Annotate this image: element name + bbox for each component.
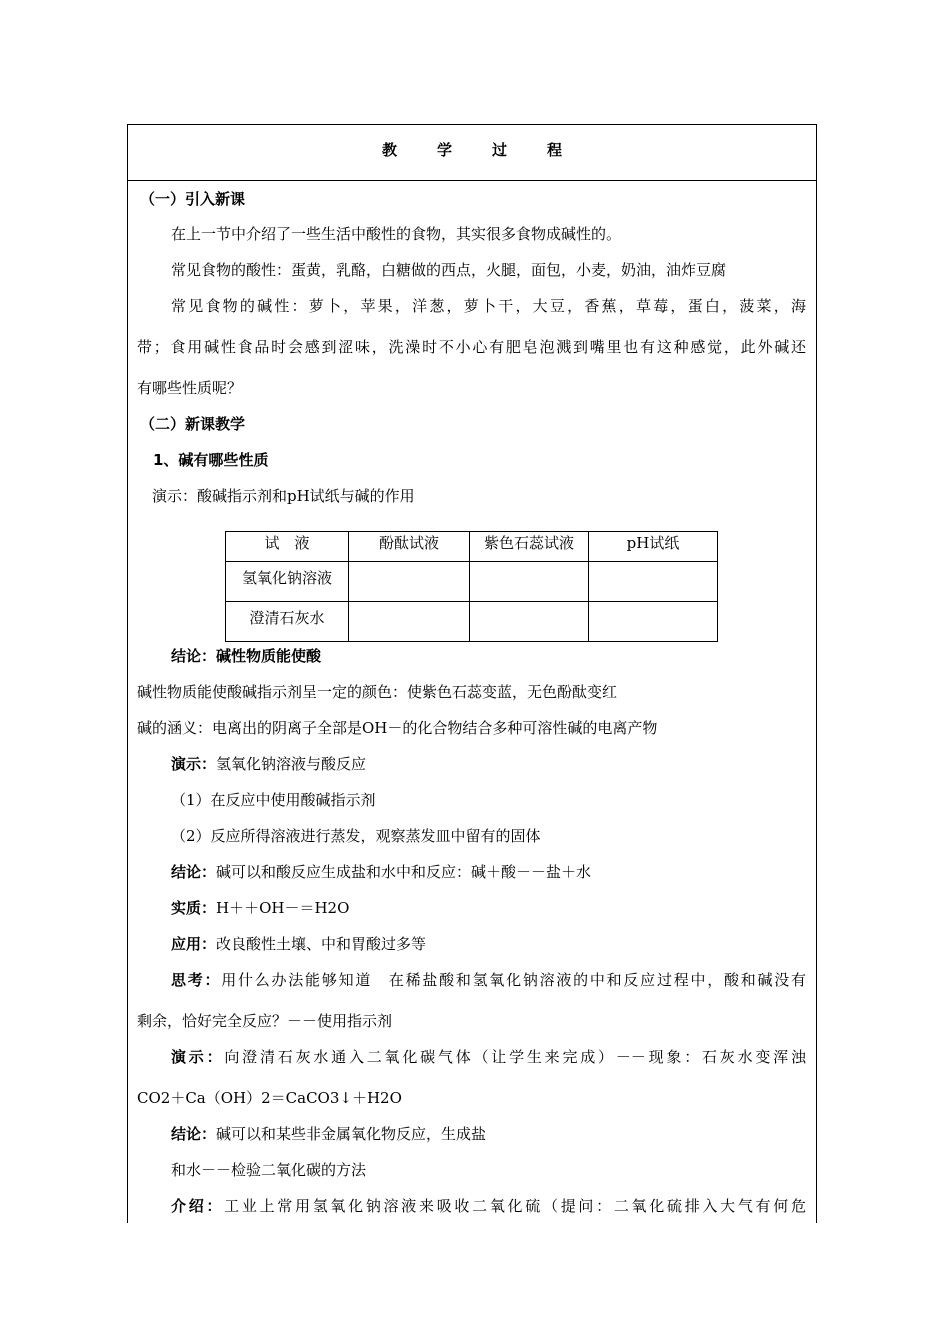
intro-line <box>171 1196 806 1216</box>
conclusion-3 <box>171 1124 486 1144</box>
header-row <box>128 125 816 181</box>
table-cell <box>589 602 718 642</box>
essence-line <box>171 898 349 918</box>
step-1: （1）在反应中使用酸碱指示剂 <box>171 791 376 809</box>
title-char: 程 <box>547 141 563 159</box>
demo-text: 向澄清石灰水通入二氧化碳气体（让学生来完成）－－现象：石灰水变浑浊 <box>224 1048 806 1066</box>
think-line-2: 剩余，恰好完全反应？－－使用指示剂 <box>137 1012 393 1030</box>
table-cell <box>470 602 589 642</box>
page-title <box>128 139 816 160</box>
conclusion-3-line2: 和水－－检验二氧化碳的方法 <box>171 1161 367 1179</box>
conclusion-label: 结论： <box>171 1125 217 1143</box>
think-text: 用什么办法能够知道 在稀盐酸和氢氧化钠溶液的中和反应过程中，酸和碱没有 <box>221 971 806 989</box>
demo-label: 演示： <box>171 1048 225 1066</box>
section1-paragraph3-line2: 带；食用碱性食品时会感到涩味，洗澡时不小心有肥皂泡溅到嘴里也有这种感觉，此外碱还 <box>137 338 806 356</box>
essence-text: H＋＋OH－＝H2O <box>216 899 350 917</box>
demo-text: 氢氧化钠溶液与酸反应 <box>216 755 367 773</box>
experiment-table <box>225 531 718 642</box>
table-header-row <box>226 532 718 562</box>
body-line-b: 碱的涵义：电离出的阴离子全部是OH－的化合物结合多种可溶性碱的电离产物 <box>137 719 658 737</box>
conclusion-label: 结论： <box>171 863 217 881</box>
subsection-heading: 1、碱有哪些性质 <box>153 451 269 469</box>
chemical-equation: CO2＋Ca（OH）2＝CaCO3↓＋H2O <box>137 1089 402 1107</box>
table-header-cell: 试 液 <box>226 532 349 562</box>
section1-paragraph1: 在上一节中介绍了一些生活中酸性的食物，其实很多食物成碱性的。 <box>171 225 622 243</box>
table-row <box>226 602 718 642</box>
section1-heading: （一）引入新课 <box>140 190 246 208</box>
table-row <box>226 562 718 602</box>
section1-paragraph3-line3: 有哪些性质呢？ <box>137 379 243 397</box>
title-char: 教 <box>381 141 397 159</box>
body-line-a: 碱性物质能使酸碱指示剂呈一定的颜色：使紫色石蕊变蓝，无色酚酞变红 <box>137 683 618 701</box>
section1-paragraph2: 常见食物的酸性：蛋黄，乳酪，白糖做的西点，火腿，面包，小麦，奶油，油炸豆腐 <box>171 261 727 279</box>
essence-label: 实质： <box>171 899 217 917</box>
conclusion-text: 碱可以和某些非金属氧化物反应，生成盐 <box>216 1125 487 1143</box>
demo-line-2 <box>171 754 366 774</box>
demo-label: 演示： <box>171 755 217 773</box>
think-label: 思考： <box>171 971 222 989</box>
title-char: 学 <box>436 141 452 159</box>
table-cell <box>349 602 470 642</box>
think-line-1 <box>171 970 806 990</box>
table-cell <box>470 562 589 602</box>
table-header-cell: 酚酞试液 <box>349 532 470 562</box>
conclusion-2 <box>171 862 591 882</box>
intro-text: 工业上常用氢氧化钠溶液来吸收二氧化硫（提问：二氧化硫排入大气有何危 <box>224 1197 806 1215</box>
table-cell <box>349 562 470 602</box>
table-header-cell: 紫色石蕊试液 <box>470 532 589 562</box>
table-row-label: 氢氧化钠溶液 <box>226 562 349 602</box>
lesson-table-frame <box>127 124 817 1223</box>
intro-label: 介绍： <box>171 1197 225 1215</box>
step-2: （2）反应所得溶液进行蒸发，观察蒸发皿中留有的固体 <box>171 827 541 845</box>
section1-paragraph3-line1: 常见食物的碱性：萝卜，苹果，洋葱，萝卜干，大豆，香蕉，草莓，蛋白，菠菜，海 <box>171 297 806 315</box>
demo-line-1: 演示：酸碱指示剂和pH试纸与碱的作用 <box>152 487 415 505</box>
table-header-cell: pH试纸 <box>589 532 718 562</box>
table-cell <box>589 562 718 602</box>
conclusion-1: 结论：碱性物质能使酸 <box>171 647 322 665</box>
table-row-label: 澄清石灰水 <box>226 602 349 642</box>
application-line <box>171 934 426 954</box>
section2-heading: （二）新课教学 <box>140 415 246 433</box>
demo-line-3 <box>171 1047 806 1067</box>
application-text: 改良酸性土壤、中和胃酸过多等 <box>216 935 427 953</box>
title-char: 过 <box>492 141 508 159</box>
conclusion-text: 碱可以和酸反应生成盐和水中和反应：碱＋酸－－盐＋水 <box>216 863 592 881</box>
application-label: 应用： <box>171 935 217 953</box>
